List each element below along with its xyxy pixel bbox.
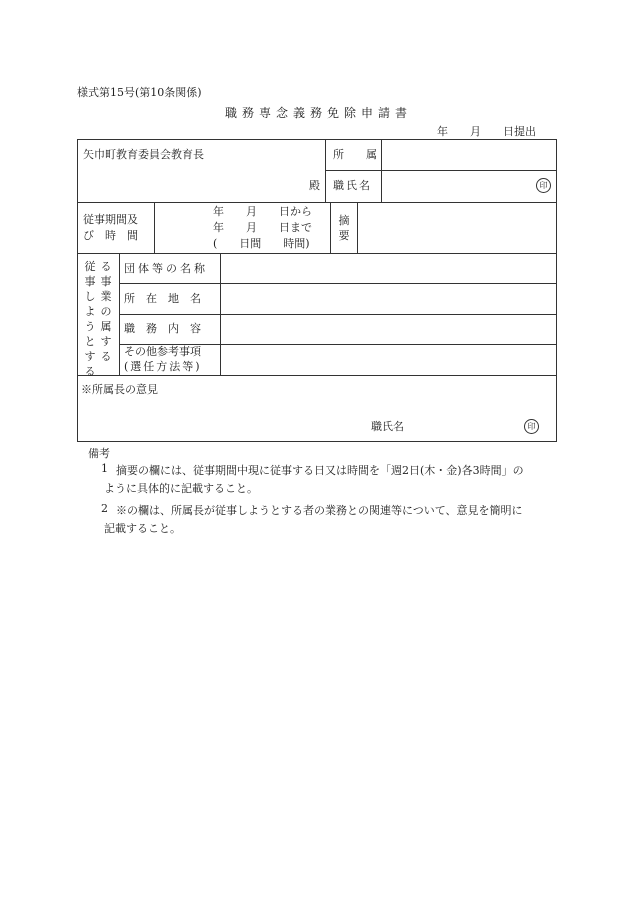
- other-label-line1: その他参考事項: [124, 345, 201, 358]
- affiliation-label: 所 属: [333, 148, 377, 161]
- honorific: 殿: [309, 179, 320, 192]
- submit-date: 年 月 日提出: [437, 125, 536, 138]
- form-table: [77, 139, 557, 442]
- page-title: 職務専念義務免除申請書: [225, 106, 413, 120]
- addressee: 矢巾町教育委員会教育長: [83, 148, 204, 161]
- period-from: 年 月 日から: [213, 205, 312, 218]
- form-number: 様式第15号(第10条関係): [77, 86, 202, 99]
- note-2-number: 2: [101, 502, 108, 515]
- notes-heading: 備考: [88, 447, 110, 460]
- summary-label: 摘 要: [338, 214, 350, 242]
- other-label-line2: (選任方法等): [124, 360, 202, 373]
- group-label-col2: る 事 業 の 属 す る: [100, 260, 112, 363]
- period-label-line2: び 時 間: [83, 229, 138, 242]
- org-name-label: 団体等の名称: [124, 262, 208, 275]
- duties-label: 職 務 内 容: [124, 322, 201, 335]
- note-1-line2: ように具体的に記載すること。: [104, 482, 258, 495]
- supervisor-name-label: 職氏名: [371, 420, 404, 433]
- seal-icon: 印: [536, 178, 551, 193]
- group-label-col1: 従 事 し よ う と す る: [84, 260, 96, 378]
- period-total: ( 日間 時間): [213, 237, 310, 250]
- supervisor-seal-icon: 印: [524, 419, 539, 434]
- note-2-line2: 記載すること。: [104, 522, 181, 535]
- name-label: 職氏名: [333, 179, 372, 192]
- location-label: 所 在 地 名: [124, 292, 201, 305]
- period-label-line1: 従事期間及: [83, 213, 138, 226]
- period-to: 年 月 日まで: [213, 221, 312, 234]
- note-1-line1: 摘要の欄には、従事期間中現に従事する日又は時間を「週2日(木・金)各3時間」の: [116, 464, 524, 477]
- note-2-line1: ※の欄は、所属長が従事しようとする者の業務との関連等について、意見を簡明に: [116, 504, 523, 517]
- supervisor-opinion-label: ※所属長の意見: [81, 383, 158, 396]
- note-1-number: 1: [101, 462, 108, 475]
